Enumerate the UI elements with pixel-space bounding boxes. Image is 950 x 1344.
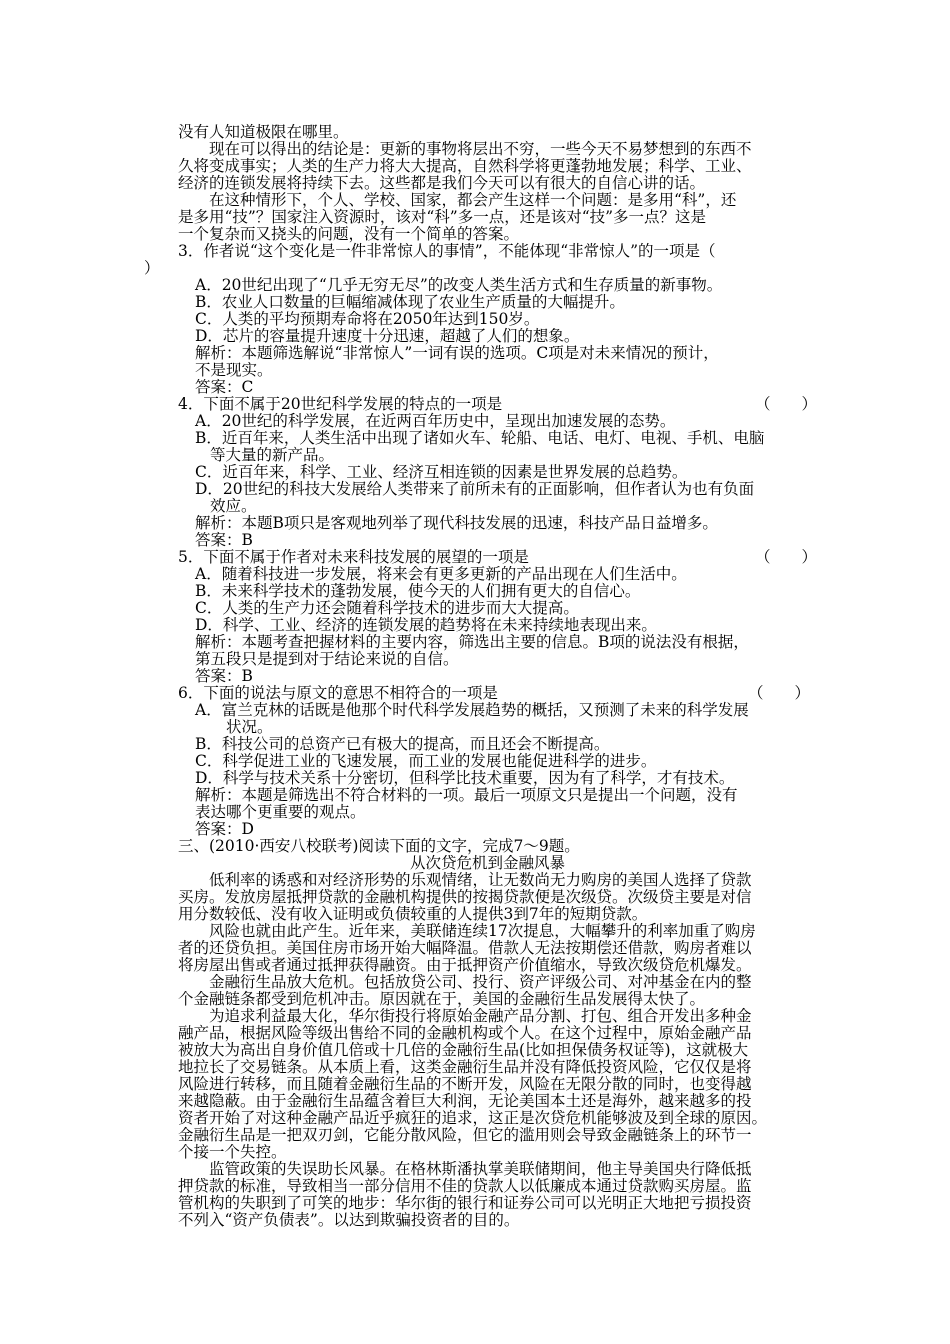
passage-line: 一个复杂而又挠头的问题，没有一个简单的答案。 [178, 225, 520, 243]
question-3-analysis: 不是现实。 [195, 361, 273, 379]
question-4-option: 等大量的新产品。 [210, 446, 335, 464]
article-line: 被放大为高出自身价值几倍或十几倍的金融衍生品(比如担保债务权证等)，这就极大 [178, 1041, 749, 1059]
question-3-option: A．20世纪出现了“几乎无穷无尽”的改变人类生活方式和生存质量的新事物。 [195, 276, 723, 294]
question-4-option: C．近百年来，科学、工业、经济互相连锁的因素是世界发展的总趋势。 [195, 463, 688, 481]
question-6-option: B．科技公司的总资产已有极大的提高，而且还会不断提高。 [195, 735, 610, 753]
question-5-bracket: （ ） [755, 548, 818, 566]
article-line: 个接一个失控。 [178, 1143, 287, 1161]
question-6-stem: 6．下面的说法与原文的意思不相符合的一项是 [178, 684, 498, 702]
passage-line: 久将变成事实；人类的生产力将大大提高，自然科学将更蓬勃地发展；科学、工业、 [178, 157, 752, 175]
article-line: 风险进行转移，而且随着金融衍生品的不断开发，风险在无限分散的同时，也变得越 [178, 1075, 752, 1093]
question-6-analysis: 表达哪个更重要的观点。 [195, 803, 366, 821]
article-line: 管机构的失职到了可笑的地步：华尔街的银行和证券公司可以光明正大地把亏损投资 [178, 1194, 752, 1212]
article-title: 从次贷危机到金融风暴 [410, 854, 566, 872]
question-4-option: B．近百年来，人类生活中出现了诸如火车、轮船、电话、电灯、电视、手机、电脑 [195, 429, 765, 447]
question-6-analysis: 解析：本题是筛选出不符合材料的一项。最后一项原文只是提出一个问题，没有 [195, 786, 738, 804]
question-6-option: C．科学促进工业的飞速发展，而工业的发展也能促进科学的进步。 [195, 752, 657, 770]
passage-line: 经济的连锁发展将持续下去。这些都是我们今天可以有很大的自信心讲的话。 [178, 174, 706, 192]
question-3-option: B．农业人口数量的巨幅缩减体现了农业生产质量的大幅提升。 [195, 293, 625, 311]
article-line: 个金融链条都受到危机冲击。原因就在于，美国的金融衍生品发展得太快了。 [178, 990, 706, 1008]
question-4-analysis: 解析：本题B项只是客观地列举了现代科技发展的迅速，科技产品日益增多。 [195, 514, 718, 532]
question-6-option: D．科学与技术关系十分密切，但科学比技术重要，因为有了科学，才有技术。 [195, 769, 735, 787]
article-line: 风险也就由此产生。近年来，美联储连续17次提息，大幅攀升的利率加重了购房 [209, 922, 756, 940]
question-6-option: 状况。 [226, 718, 273, 736]
question-5-option: B．未来科学技术的蓬勃发展，使今天的人们拥有更大的自信心。 [195, 582, 641, 600]
question-5-analysis: 第五段只是提到对于结论来说的自信。 [195, 650, 459, 668]
question-3-stem-end: ） [144, 259, 160, 277]
question-5-stem: 5．下面不属于作者对未来科技发展的展望的一项是 [178, 548, 529, 566]
question-4-option: A．20世纪的科学发展，在近两百年历史中，呈现出加速发展的态势。 [195, 412, 676, 430]
article-line: 买房。发放房屋抵押贷款的金融机构提供的按揭贷款便是次级贷。次级贷主要是对信 [178, 888, 752, 906]
question-4-bracket: （ ） [755, 395, 818, 413]
question-3-option: C．人类的平均预期寿命将在2050年达到150岁。 [195, 310, 540, 328]
question-6-option: A．富兰克林的话既是他那个时代科学发展趋势的概括，又预测了未来的科学发展 [195, 701, 749, 719]
passage-line: 没有人知道极限在哪里。 [178, 123, 349, 141]
article-line: 地拉长了交易链条。从本质上看，这类金融衍生品并没有降低投资风险，它仅仅是将 [178, 1058, 752, 1076]
passage-line: 在这种情形下，个人、学校、国家，都会产生这样一个问题：是多用“科”，还 [209, 191, 737, 209]
article-line: 低利率的诱惑和对经济形势的乐观情绪，让无数尚无力购房的美国人选择了贷款 [209, 871, 752, 889]
article-line: 金融衍生品放大危机。包括放贷公司、投行、资产评级公司、对冲基金在内的整 [209, 973, 752, 991]
passage-line: 现在可以得出的结论是：更新的事物将层出不穷，一些今天不易梦想到的东西不 [209, 140, 752, 158]
passage-line: 是多用“技”？国家注入资源时，该对“科”多一点，还是该对“技”多一点？这是 [178, 208, 707, 226]
question-3-answer: 答案：C [195, 378, 254, 396]
question-5-option: A．随着科技进一步发展，将来会有更多更新的产品出现在人们生活中。 [195, 565, 687, 583]
article-line: 押贷款的标准，导致相当一部分信用不佳的贷款人以低廉成本通过贷款购买房屋。监 [178, 1177, 752, 1195]
article-line: 不列入“资产负债表”。以达到欺骗投资者的目的。 [178, 1211, 520, 1229]
question-4-answer: 答案：B [195, 531, 253, 549]
question-4-stem: 4．下面不属于20世纪科学发展的特点的一项是 [178, 395, 503, 413]
article-line: 融产品，根据风险等级出售给不同的金融机构或个人。在这个过程中，原始金融产品 [178, 1024, 752, 1042]
article-line: 为追求利益最大化，华尔街投行将原始金融产品分割、打包、组合开发出多种金 [209, 1007, 752, 1025]
article-line: 来越隐蔽。由于金融衍生品蕴含着巨大利润，无论美国本土还是海外，越来越多的投 [178, 1092, 752, 1110]
article-line: 金融衍生品是一把双刃剑，它能分散风险，但它的滥用则会导致金融链条上的环节一 [178, 1126, 752, 1144]
question-3-option: D．芯片的容量提升速度十分迅速，超越了人们的想象。 [195, 327, 580, 345]
article-line: 监管政策的失误助长风暴。在格林斯潘执掌美联储期间，他主导美国央行降低抵 [209, 1160, 752, 1178]
question-3-analysis: 解析：本题筛选解说“非常惊人”一词有误的选项。C项是对未来情况的预计， [195, 344, 719, 362]
section-heading: 三、(2010·西安八校联考)阅读下面的文字，完成7～9题。 [178, 837, 580, 855]
question-4-option: 效应。 [210, 497, 257, 515]
article-line: 用分数较低、没有收入证明或负债较重的人提供3到7年的短期贷款。 [178, 905, 648, 923]
article-line: 者的还贷负担。美国住房市场开始大幅降温。借款人无法按期偿还借款，购房者难以 [178, 939, 752, 957]
question-5-analysis: 解析：本题考查把握材料的主要内容，筛选出主要的信息。B项的说法没有根据， [195, 633, 749, 651]
question-3-stem: 3．作者说“这个变化是一件非常惊人的事情”，不能体现“非常惊人”的一项是（ [178, 242, 716, 260]
question-5-answer: 答案：B [195, 667, 253, 685]
question-6-bracket: （ ） [748, 684, 811, 702]
question-5-option: D．科学、工业、经济的连锁发展的趋势将在未来持续地表现出来。 [195, 616, 657, 634]
question-6-answer: 答案：D [195, 820, 254, 838]
question-5-option: C．人类的生产力还会随着科学技术的进步而大大提高。 [195, 599, 579, 617]
article-line: 资者开始了对这种金融产品近乎疯狂的追求，这正是次贷危机能够波及到全球的原因。 [178, 1109, 768, 1127]
article-line: 将房屋出售或者通过抵押获得融资。由于抵押资产价值缩水，导致次级贷危机爆发。 [178, 956, 752, 974]
question-4-option: D．20世纪的科技大发展给人类带来了前所未有的正面影响，但作者认为也有负面 [195, 480, 755, 498]
